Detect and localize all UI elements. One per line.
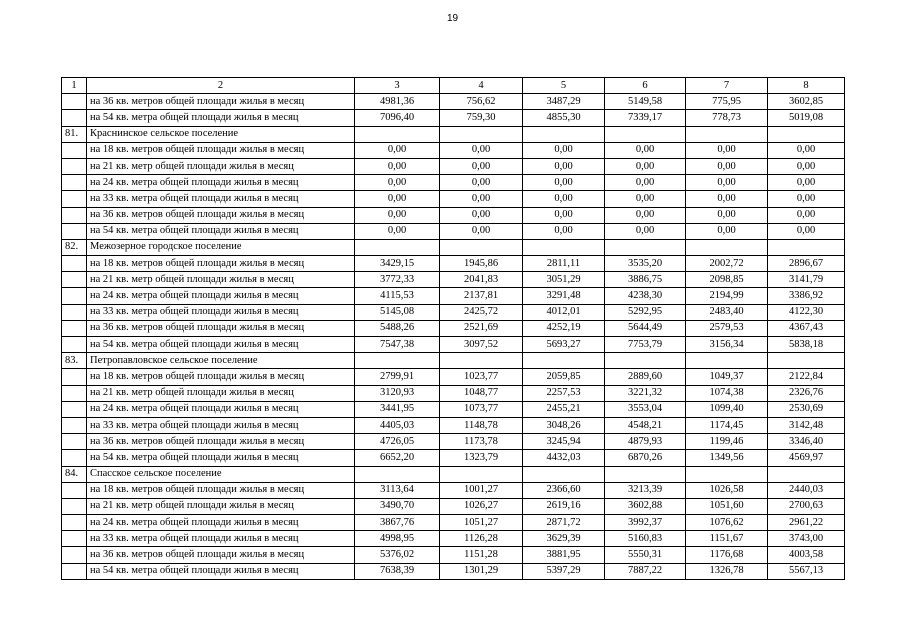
value-cell: 0,00 xyxy=(440,142,523,158)
value-cell: 3213,39 xyxy=(605,482,686,498)
value-cell: 4252,19 xyxy=(523,320,605,336)
table-row xyxy=(62,531,845,547)
empty-cell xyxy=(62,531,87,547)
empty-cell xyxy=(62,417,87,433)
value-cell: 2619,16 xyxy=(523,498,605,514)
value-cell: 2366,60 xyxy=(523,482,605,498)
value-cell: 0,00 xyxy=(355,142,440,158)
value-cell: 3156,34 xyxy=(686,337,768,353)
column-header: 7 xyxy=(686,78,768,94)
empty-cell xyxy=(62,191,87,207)
value-cell: 3386,92 xyxy=(768,288,845,304)
value-cell: 2194,99 xyxy=(686,288,768,304)
value-cell: 3487,29 xyxy=(523,94,605,110)
value-cell: 2257,53 xyxy=(523,385,605,401)
value-cell: 3602,85 xyxy=(768,94,845,110)
value-cell: 2455,21 xyxy=(523,401,605,417)
row-label: на 21 кв. метр общей площади жилья в месяц xyxy=(87,498,355,514)
value-cell: 0,00 xyxy=(686,175,768,191)
row-label: на 18 кв. метров общей площади жилья в месяц xyxy=(87,482,355,498)
value-cell: 2700,63 xyxy=(768,498,845,514)
section-number: 84. xyxy=(62,466,87,482)
section-row xyxy=(62,126,845,142)
row-label: на 36 кв. метров общей площади жилья в месяц xyxy=(87,547,355,563)
value-cell: 5550,31 xyxy=(605,547,686,563)
empty-cell xyxy=(62,320,87,336)
row-label: на 33 кв. метра общей площади жилья в месяц xyxy=(87,417,355,433)
empty-cell xyxy=(523,239,605,255)
row-label: на 54 кв. метра общей площади жилья в месяц xyxy=(87,110,355,126)
value-cell: 3602,88 xyxy=(605,498,686,514)
value-cell: 3867,76 xyxy=(355,515,440,531)
value-cell: 4879,93 xyxy=(605,434,686,450)
value-cell: 0,00 xyxy=(686,158,768,174)
row-label: на 33 кв. метра общей площади жилья в месяц xyxy=(87,191,355,207)
value-cell: 7096,40 xyxy=(355,110,440,126)
row-label: на 18 кв. метров общей площади жилья в месяц xyxy=(87,256,355,272)
section-row xyxy=(62,466,845,482)
value-cell: 3629,39 xyxy=(523,531,605,547)
value-cell: 5145,08 xyxy=(355,304,440,320)
value-cell: 3346,40 xyxy=(768,434,845,450)
value-cell: 0,00 xyxy=(768,175,845,191)
value-cell: 7339,17 xyxy=(605,110,686,126)
section-row xyxy=(62,239,845,255)
value-cell: 4238,30 xyxy=(605,288,686,304)
empty-cell xyxy=(62,547,87,563)
value-cell: 3553,04 xyxy=(605,401,686,417)
empty-cell xyxy=(605,466,686,482)
table-row xyxy=(62,158,845,174)
row-label: на 54 кв. метра общей площади жилья в месяц xyxy=(87,563,355,579)
empty-cell xyxy=(440,353,523,369)
row-label: на 24 кв. метра общей площади жилья в месяц xyxy=(87,175,355,191)
row-label: на 33 кв. метра общей площади жилья в месяц xyxy=(87,304,355,320)
value-cell: 778,73 xyxy=(686,110,768,126)
empty-cell xyxy=(62,498,87,514)
empty-cell xyxy=(355,239,440,255)
empty-cell xyxy=(768,239,845,255)
value-cell: 3743,00 xyxy=(768,531,845,547)
value-cell: 4405,03 xyxy=(355,417,440,433)
value-cell: 0,00 xyxy=(355,223,440,239)
value-cell: 0,00 xyxy=(605,223,686,239)
table-row xyxy=(62,369,845,385)
value-cell: 5397,29 xyxy=(523,563,605,579)
value-cell: 2521,69 xyxy=(440,320,523,336)
value-cell: 5160,83 xyxy=(605,531,686,547)
value-cell: 756,62 xyxy=(440,94,523,110)
section-number: 83. xyxy=(62,353,87,369)
row-label: на 24 кв. метра общей площади жилья в месяц xyxy=(87,288,355,304)
empty-cell xyxy=(605,239,686,255)
value-cell: 0,00 xyxy=(523,223,605,239)
value-cell: 3881,95 xyxy=(523,547,605,563)
value-cell: 2059,85 xyxy=(523,369,605,385)
row-label: на 36 кв. метров общей площади жилья в месяц xyxy=(87,320,355,336)
empty-cell xyxy=(62,207,87,223)
value-cell: 7638,39 xyxy=(355,563,440,579)
table-row xyxy=(62,498,845,514)
value-cell: 3113,64 xyxy=(355,482,440,498)
value-cell: 0,00 xyxy=(440,158,523,174)
section-title: Межозерное городское поселение xyxy=(87,239,355,255)
column-header: 8 xyxy=(768,78,845,94)
column-header: 1 xyxy=(62,78,87,94)
value-cell: 3291,48 xyxy=(523,288,605,304)
value-cell: 2041,83 xyxy=(440,272,523,288)
empty-cell xyxy=(62,223,87,239)
value-cell: 1349,56 xyxy=(686,450,768,466)
empty-cell xyxy=(62,288,87,304)
empty-cell xyxy=(62,272,87,288)
table-header-row xyxy=(62,78,845,94)
table-row xyxy=(62,515,845,531)
row-label: на 21 кв. метр общей площади жилья в месяц xyxy=(87,385,355,401)
value-cell: 3429,15 xyxy=(355,256,440,272)
empty-cell xyxy=(62,304,87,320)
row-label: на 36 кв. метров общей площади жилья в месяц xyxy=(87,434,355,450)
value-cell: 1945,86 xyxy=(440,256,523,272)
value-cell: 5693,27 xyxy=(523,337,605,353)
empty-cell xyxy=(768,353,845,369)
value-cell: 5488,26 xyxy=(355,320,440,336)
table-row xyxy=(62,191,845,207)
value-cell: 1151,28 xyxy=(440,547,523,563)
row-label: на 36 кв. метров общей площади жилья в месяц xyxy=(87,207,355,223)
value-cell: 1176,68 xyxy=(686,547,768,563)
row-label: на 54 кв. метра общей площади жилья в месяц xyxy=(87,337,355,353)
value-cell: 1049,37 xyxy=(686,369,768,385)
value-cell: 1001,27 xyxy=(440,482,523,498)
empty-cell xyxy=(62,110,87,126)
value-cell: 3535,20 xyxy=(605,256,686,272)
table-row xyxy=(62,142,845,158)
value-cell: 5376,02 xyxy=(355,547,440,563)
row-label: на 54 кв. метра общей площади жилья в месяц xyxy=(87,223,355,239)
value-cell: 5567,13 xyxy=(768,563,845,579)
empty-cell xyxy=(355,126,440,142)
value-cell: 2098,85 xyxy=(686,272,768,288)
value-cell: 1026,58 xyxy=(686,482,768,498)
row-label: на 24 кв. метра общей площади жилья в месяц xyxy=(87,515,355,531)
empty-cell xyxy=(605,353,686,369)
value-cell: 2811,11 xyxy=(523,256,605,272)
empty-cell xyxy=(440,239,523,255)
row-label: на 18 кв. метров общей площади жилья в месяц xyxy=(87,369,355,385)
value-cell: 3490,70 xyxy=(355,498,440,514)
value-cell: 775,95 xyxy=(686,94,768,110)
column-header: 5 xyxy=(523,78,605,94)
value-cell: 0,00 xyxy=(768,207,845,223)
column-header: 2 xyxy=(87,78,355,94)
value-cell: 2961,22 xyxy=(768,515,845,531)
value-cell: 759,30 xyxy=(440,110,523,126)
table-body xyxy=(62,78,845,580)
table-row xyxy=(62,320,845,336)
table-row xyxy=(62,563,845,579)
row-label: на 24 кв. метра общей площади жилья в месяц xyxy=(87,401,355,417)
empty-cell xyxy=(62,482,87,498)
table-row xyxy=(62,434,845,450)
empty-cell xyxy=(62,337,87,353)
value-cell: 3120,93 xyxy=(355,385,440,401)
value-cell: 5019,08 xyxy=(768,110,845,126)
value-cell: 2002,72 xyxy=(686,256,768,272)
value-cell: 0,00 xyxy=(686,191,768,207)
empty-cell xyxy=(686,353,768,369)
value-cell: 2425,72 xyxy=(440,304,523,320)
row-label: на 18 кв. метров общей площади жилья в месяц xyxy=(87,142,355,158)
empty-cell xyxy=(523,353,605,369)
table-row xyxy=(62,288,845,304)
empty-cell xyxy=(686,126,768,142)
value-cell: 1323,79 xyxy=(440,450,523,466)
value-cell: 3048,26 xyxy=(523,417,605,433)
value-cell: 1051,27 xyxy=(440,515,523,531)
empty-cell xyxy=(440,126,523,142)
housing-cost-table xyxy=(61,77,845,580)
value-cell: 1174,45 xyxy=(686,417,768,433)
empty-cell xyxy=(605,126,686,142)
value-cell: 3097,52 xyxy=(440,337,523,353)
value-cell: 6652,20 xyxy=(355,450,440,466)
section-title: Спасское сельское поселение xyxy=(87,466,355,482)
value-cell: 2440,03 xyxy=(768,482,845,498)
value-cell: 3141,79 xyxy=(768,272,845,288)
value-cell: 1301,29 xyxy=(440,563,523,579)
empty-cell xyxy=(523,126,605,142)
value-cell: 2871,72 xyxy=(523,515,605,531)
table-row xyxy=(62,207,845,223)
value-cell: 1099,40 xyxy=(686,401,768,417)
empty-cell xyxy=(686,239,768,255)
value-cell: 4998,95 xyxy=(355,531,440,547)
value-cell: 0,00 xyxy=(440,191,523,207)
value-cell: 4115,53 xyxy=(355,288,440,304)
value-cell: 0,00 xyxy=(355,158,440,174)
value-cell: 4569,97 xyxy=(768,450,845,466)
value-cell: 0,00 xyxy=(355,191,440,207)
value-cell: 3051,29 xyxy=(523,272,605,288)
value-cell: 0,00 xyxy=(523,158,605,174)
empty-cell xyxy=(62,434,87,450)
value-cell: 2799,91 xyxy=(355,369,440,385)
table-row xyxy=(62,223,845,239)
value-cell: 0,00 xyxy=(440,207,523,223)
value-cell: 0,00 xyxy=(686,223,768,239)
column-header: 3 xyxy=(355,78,440,94)
value-cell: 1326,78 xyxy=(686,563,768,579)
column-header: 4 xyxy=(440,78,523,94)
table-row xyxy=(62,256,845,272)
value-cell: 2896,67 xyxy=(768,256,845,272)
value-cell: 0,00 xyxy=(355,175,440,191)
empty-cell xyxy=(62,94,87,110)
value-cell: 0,00 xyxy=(523,207,605,223)
value-cell: 4003,58 xyxy=(768,547,845,563)
value-cell: 1048,77 xyxy=(440,385,523,401)
value-cell: 7547,38 xyxy=(355,337,440,353)
empty-cell xyxy=(62,401,87,417)
value-cell: 1051,60 xyxy=(686,498,768,514)
column-header: 6 xyxy=(605,78,686,94)
value-cell: 5838,18 xyxy=(768,337,845,353)
empty-cell xyxy=(768,466,845,482)
empty-cell xyxy=(686,466,768,482)
empty-cell xyxy=(523,466,605,482)
value-cell: 4122,30 xyxy=(768,304,845,320)
value-cell: 0,00 xyxy=(440,175,523,191)
empty-cell xyxy=(62,369,87,385)
value-cell: 0,00 xyxy=(686,142,768,158)
table-row xyxy=(62,304,845,320)
value-cell: 1023,77 xyxy=(440,369,523,385)
table-row xyxy=(62,337,845,353)
value-cell: 5149,58 xyxy=(605,94,686,110)
value-cell: 2326,76 xyxy=(768,385,845,401)
section-title: Краснинское сельское поселение xyxy=(87,126,355,142)
value-cell: 1199,46 xyxy=(686,434,768,450)
empty-cell xyxy=(62,515,87,531)
value-cell: 2483,40 xyxy=(686,304,768,320)
value-cell: 0,00 xyxy=(768,223,845,239)
row-label: на 21 кв. метр общей площади жилья в месяц xyxy=(87,158,355,174)
value-cell: 1173,78 xyxy=(440,434,523,450)
value-cell: 3886,75 xyxy=(605,272,686,288)
value-cell: 7887,22 xyxy=(605,563,686,579)
value-cell: 4855,30 xyxy=(523,110,605,126)
section-title: Петропавловское сельское поселение xyxy=(87,353,355,369)
value-cell: 0,00 xyxy=(605,158,686,174)
value-cell: 5292,95 xyxy=(605,304,686,320)
value-cell: 1148,78 xyxy=(440,417,523,433)
value-cell: 0,00 xyxy=(605,207,686,223)
value-cell: 2122,84 xyxy=(768,369,845,385)
empty-cell xyxy=(768,126,845,142)
section-number: 81. xyxy=(62,126,87,142)
value-cell: 7753,79 xyxy=(605,337,686,353)
value-cell: 0,00 xyxy=(768,191,845,207)
row-label: на 21 кв. метр общей площади жилья в месяц xyxy=(87,272,355,288)
empty-cell xyxy=(355,466,440,482)
value-cell: 2889,60 xyxy=(605,369,686,385)
value-cell: 3992,37 xyxy=(605,515,686,531)
value-cell: 3245,94 xyxy=(523,434,605,450)
value-cell: 0,00 xyxy=(523,191,605,207)
value-cell: 4726,05 xyxy=(355,434,440,450)
value-cell: 0,00 xyxy=(605,175,686,191)
table-row xyxy=(62,110,845,126)
value-cell: 2530,69 xyxy=(768,401,845,417)
value-cell: 2137,81 xyxy=(440,288,523,304)
table-row xyxy=(62,450,845,466)
value-cell: 3221,32 xyxy=(605,385,686,401)
value-cell: 3772,33 xyxy=(355,272,440,288)
table-row xyxy=(62,547,845,563)
section-row xyxy=(62,353,845,369)
value-cell: 0,00 xyxy=(768,142,845,158)
value-cell: 0,00 xyxy=(355,207,440,223)
value-cell: 1074,38 xyxy=(686,385,768,401)
empty-cell xyxy=(62,142,87,158)
table-row xyxy=(62,401,845,417)
value-cell: 5644,49 xyxy=(605,320,686,336)
empty-cell xyxy=(62,175,87,191)
empty-cell xyxy=(62,385,87,401)
value-cell: 4432,03 xyxy=(523,450,605,466)
value-cell: 4981,36 xyxy=(355,94,440,110)
value-cell: 0,00 xyxy=(605,142,686,158)
value-cell: 1126,28 xyxy=(440,531,523,547)
value-cell: 1073,77 xyxy=(440,401,523,417)
value-cell: 0,00 xyxy=(686,207,768,223)
value-cell: 3441,95 xyxy=(355,401,440,417)
page-number: 19 xyxy=(446,13,459,24)
value-cell: 3142,48 xyxy=(768,417,845,433)
section-number: 82. xyxy=(62,239,87,255)
table-row xyxy=(62,385,845,401)
value-cell: 1076,62 xyxy=(686,515,768,531)
value-cell: 4548,21 xyxy=(605,417,686,433)
table-row xyxy=(62,175,845,191)
value-cell: 2579,53 xyxy=(686,320,768,336)
value-cell: 0,00 xyxy=(440,223,523,239)
row-label: на 54 кв. метра общей площади жилья в месяц xyxy=(87,450,355,466)
value-cell: 0,00 xyxy=(605,191,686,207)
empty-cell xyxy=(62,563,87,579)
empty-cell xyxy=(62,450,87,466)
value-cell: 6870,26 xyxy=(605,450,686,466)
row-label: на 33 кв. метра общей площади жилья в месяц xyxy=(87,531,355,547)
empty-cell xyxy=(440,466,523,482)
value-cell: 0,00 xyxy=(523,142,605,158)
table-row xyxy=(62,417,845,433)
empty-cell xyxy=(355,353,440,369)
table-row xyxy=(62,94,845,110)
empty-cell xyxy=(62,256,87,272)
value-cell: 1151,67 xyxy=(686,531,768,547)
row-label: на 36 кв. метров общей площади жилья в месяц xyxy=(87,94,355,110)
value-cell: 0,00 xyxy=(523,175,605,191)
empty-cell xyxy=(62,158,87,174)
value-cell: 4367,43 xyxy=(768,320,845,336)
value-cell: 1026,27 xyxy=(440,498,523,514)
value-cell: 4012,01 xyxy=(523,304,605,320)
table-row xyxy=(62,482,845,498)
value-cell: 0,00 xyxy=(768,158,845,174)
table-row xyxy=(62,272,845,288)
